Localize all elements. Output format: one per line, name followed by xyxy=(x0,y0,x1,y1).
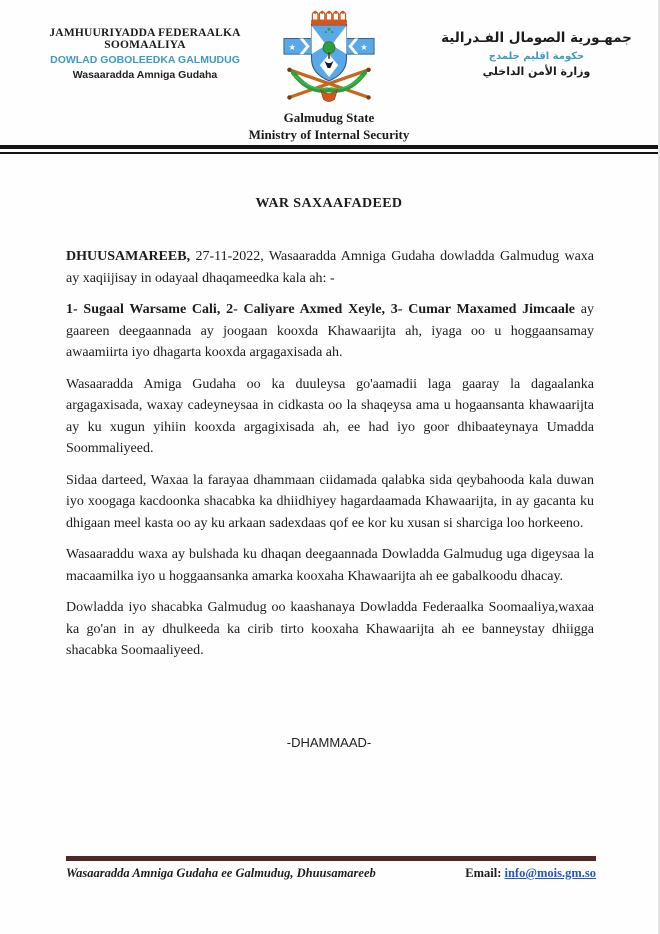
email-link[interactable]: info@mois.gm.so xyxy=(504,866,596,880)
federal-republic-title-arabic: جمهـورية الصومال الفـدرالية xyxy=(441,30,632,46)
paragraph-text: Dowladda iyo shacabka Galmudug oo kaashanaya Dowladda Federaalka Soomaaliya,waxaa ka go'an in ay dhulkeeda ka cirib tirto kooxaha Khawaarijta ah ee banneystay dhiigga shacabka Soomaaliyeed. xyxy=(66,600,594,658)
ministry-name-english: Ministry of Internal Security xyxy=(248,127,410,142)
document-body xyxy=(66,246,594,672)
body-paragraph xyxy=(66,470,594,535)
header-divider xyxy=(0,145,660,154)
paragraph-text: 27-11-2022, Wasaaradda Amniga Gudaha dowladda Galmudug waxa ay xaqiijisay in odayaal dhaqameedka kala ah: - xyxy=(66,249,595,286)
footer-divider xyxy=(66,856,596,861)
paragraph-lead: DHUUSAMAREEB, xyxy=(66,249,191,264)
galmudug-coat-of-arms-emblem xyxy=(283,8,375,104)
paragraph-text: Sidaa darteed, Waxaa la farayaa dhammaan ciidamada qalabka sida qeybahooda kala duwan iyo xoogaga kacdoonka shacabka ka dhiidhiyey hagardaamada Khawaarijta, in ay gacanta ku dhigaan meel kasta oo ay ku arkaan sadexdaas qof ee kor ku xusan si sharciga loo horkeeno. xyxy=(66,472,594,531)
ministry-title-arabic: وزارة الأمن الداخلي xyxy=(482,65,591,78)
footer-ministry-text: Wasaaradda Amniga Gudaha ee Galmudug, Dhuusamareeb xyxy=(66,866,376,880)
crown xyxy=(312,11,347,25)
paragraph-text: Wasaaraddu waxa ay bulshada ku dhaqan deegaannada Dowladda Galmudug uga digeysaa la macaamilka iyo u hoggaansanka amarka kooxaha Khawaarijta ah ee gabalkoodu dhacay. xyxy=(66,547,594,584)
end-mark: -DHAMMAAD- xyxy=(286,735,372,750)
state-government-title: DOWLAD GOBOLEEDKA GALMUDUG xyxy=(50,54,240,66)
paragraph-lead: 1- Sugaal Warsame Cali, 2- Caliyare Axmed Xeyle, 3- Cumar Maxamed Jimcaale xyxy=(66,302,576,317)
body-paragraph xyxy=(66,299,594,364)
ministry-title-somali: Wasaaradda Amniga Gudaha xyxy=(72,69,218,81)
paragraph-text: ay gaareen deegaannada ay joogaan kooxda Khawaarijta ah, iyaga oo u hoggaansamay awaamiirta iyo dhagarta kooxda argagaxisada ah. xyxy=(66,302,594,360)
body-paragraph xyxy=(66,544,594,587)
header-right-block xyxy=(429,30,644,78)
email-label: Email: xyxy=(465,866,502,880)
state-government-title-arabic: حكومة اقليم جلمدج xyxy=(488,51,585,62)
footer xyxy=(66,856,596,881)
state-name-english: Galmudug State xyxy=(283,110,375,125)
footer-row xyxy=(66,866,596,881)
body-paragraph xyxy=(66,374,594,460)
svg-text:★: ★ xyxy=(360,42,368,53)
federal-republic-title: JAMHUURIYADDA FEDERAALKA SOOMAALIYA xyxy=(49,27,241,51)
svg-text:★: ★ xyxy=(288,42,296,53)
shield xyxy=(312,25,347,81)
body-paragraph xyxy=(66,246,594,289)
paragraph-text: Wasaaradda Amiga Gudaha oo ka duuleysa go'aamadii laga gaaray la dagaalanka argagaxisada, waxay cadeyneysaa in cidkasta oo la shaqeysa ama u hogaansanta khawaarijta ay ku xugun yihiin kooxda argagixisada ah, ee had iyo goor dhibaateynaya Umadda Soommaliyeed. xyxy=(66,376,594,456)
footer-email xyxy=(465,866,596,881)
body-paragraph xyxy=(66,597,594,662)
document-title: WAR SAXAAFADEED xyxy=(255,196,403,211)
